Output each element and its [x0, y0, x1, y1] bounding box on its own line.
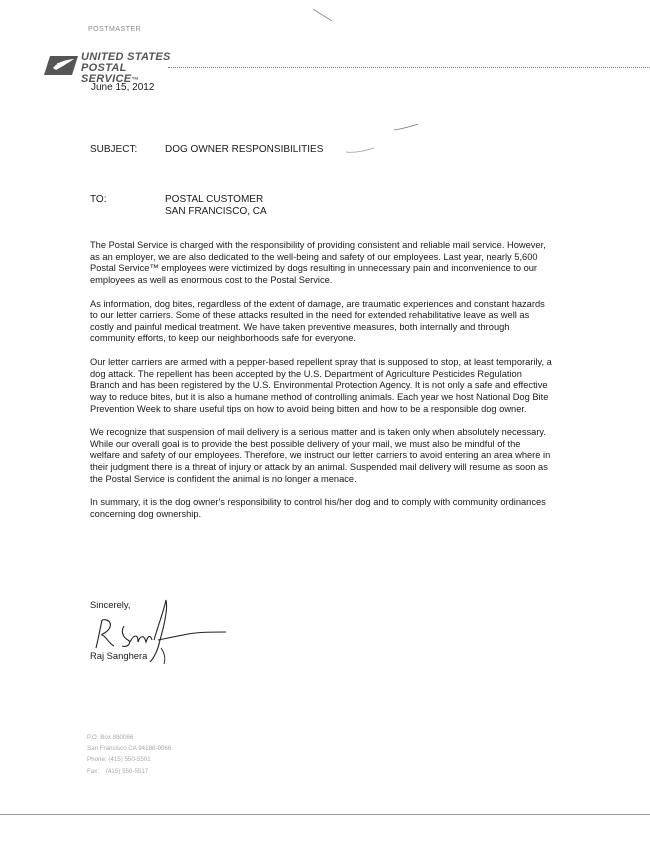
signer-name: Raj Sanghera	[90, 650, 148, 661]
footer-line-2: San Francisco CA 94188-0066	[87, 745, 172, 753]
org-line-2: POSTAL SERVICE	[81, 62, 132, 85]
valediction: Sincerely,	[90, 599, 131, 610]
pen-stroke	[345, 146, 375, 154]
usps-logo	[44, 51, 174, 85]
letter-body	[90, 240, 552, 533]
body-paragraph-3: Our letter carriers are armed with a pepper-based repellent spray that is supposed to stop, at least temporarily, a dog attack. The repellent has been accepted by the U.S. Department of Agriculture Pesticides Regulation Branch and has been registered by the U.S. Environmental Protection Agency. It is not only a safe and effective way to reduce bites, but it is also a humane method of controlling animals. Each year we host National Dog Bite Prevention Week to share useful tips on how to avoid being bitten and how to be a responsible dog owner.	[90, 357, 552, 414]
recipient-block	[165, 194, 267, 218]
to-label: TO:	[90, 194, 107, 205]
body-paragraph-5: In summary, it is the dog owner's responsibility to control his/her dog and to comply with community ordinances concerning dog ownership.	[90, 497, 546, 520]
letter-date: June 15, 2012	[91, 82, 155, 93]
footer-line-4: Fax: (415) 550-5517	[87, 767, 149, 775]
page-edge	[0, 814, 650, 815]
pen-mark	[393, 122, 419, 132]
footer-line-1: P.O. Box 880066	[87, 734, 134, 741]
address-footer	[87, 732, 171, 777]
recipient-line-1: POSTAL CUSTOMER	[165, 194, 264, 205]
recipient-line-2: SAN FRANCISCO, CA	[165, 206, 267, 217]
usps-wordmark	[81, 52, 174, 86]
office-title: POSTMASTER	[88, 26, 142, 33]
trademark-symbol: ™	[131, 77, 139, 84]
letterhead-rule	[168, 67, 650, 68]
body-paragraph-4: We recognize that suspension of mail delivery is a serious matter and is taken only when absolutely necessary. While our overall goal is to provide the best possible delivery of your mail, we must also be mindful of the welfare and safety of our employees. Therefore, we instruct our letter carriers to avoid entering an area where in their judgment there is a threat of injury or attack by an animal. Suspended mail delivery will resume as soon as the Postal Service is confident the animal is no longer a menace.	[90, 427, 551, 484]
footer-line-3: Phone: (415) 550-5501	[87, 756, 151, 764]
subject-value: DOG OWNER RESPONSIBILITIES	[165, 144, 324, 155]
scan-artifact	[312, 8, 334, 22]
body-paragraph-1: The Postal Service is charged with the responsibility of providing consistent and reliable mail service. However, as an employer, we are also dedicated to the well-being and safety of our employees. Last year, nearly 5,600 Postal Service™ employees were victimized by dogs resulting in unnecessary pain and inconvenience to our employees as well as enormous cost to the Postal Service.	[90, 240, 546, 285]
org-line-1: UNITED STATES	[81, 51, 171, 63]
subject-label: SUBJECT:	[90, 144, 138, 155]
body-paragraph-2: As information, dog bites, regardless of the extent of damage, are traumatic experiences and constant hazards to our letter carriers. Some of these attacks resulted in the need for extended rehabilitative leave as well as costly and painful medical treatment. We have taken preventive measures, both internally and through community efforts, to keep our neighborhoods safe for everyone.	[90, 298, 545, 344]
eagle-logo-icon	[44, 54, 78, 76]
